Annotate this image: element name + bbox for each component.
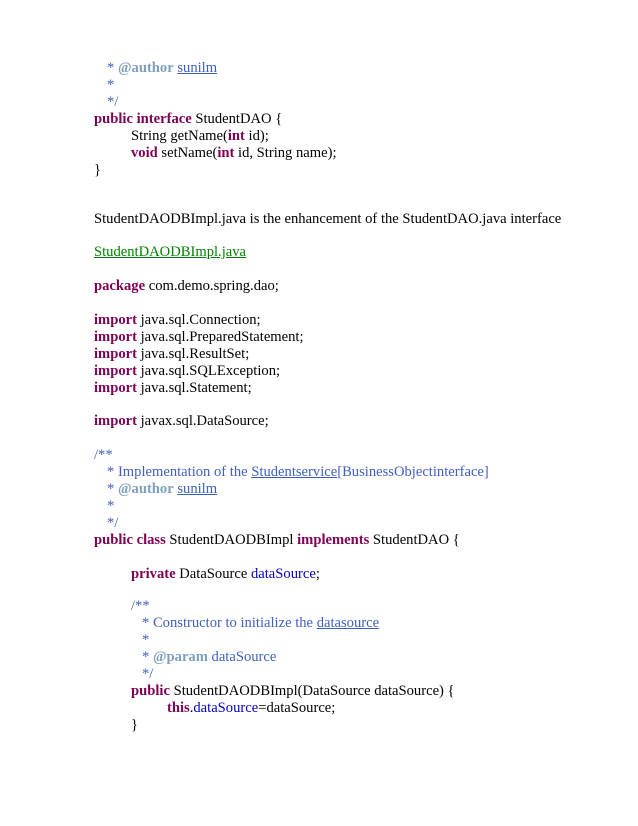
keyword: public [131,683,170,699]
import-name: java.sql.SQLException; [136,363,281,379]
closing-brace: } [131,717,139,733]
keyword: import [94,329,137,345]
keyword: this [167,700,190,716]
method-set-name [131,145,337,162]
comment-text: * Constructor to initialize the [142,615,317,631]
javadoc-open: /** [94,447,113,463]
javadoc-close: */ [107,94,119,110]
code-text: setName( [157,145,218,161]
keyword: public [94,532,133,548]
method-get-name [131,128,269,145]
comment-text: [BusinessObjectinterface] [337,464,489,480]
code-text: ; [315,566,320,582]
keyword: public [94,111,133,127]
file-link[interactable]: StudentDAODBImpl.java [94,244,247,260]
code-text: StudentDAODBImpl(DataSource dataSource) { [169,683,455,699]
import-statement [94,312,261,329]
package-name: com.demo.spring.dao; [145,278,279,294]
import-name: java.sql.PreparedStatement; [136,329,304,345]
package-statement [94,278,279,295]
field-name: dataSource [193,700,259,716]
code-text: id); [244,128,269,144]
comment-star: * [142,649,153,665]
import-statement [94,380,252,397]
javadoc-author-line [107,60,217,77]
javadoc-description [142,615,379,632]
keyword: import [94,363,137,379]
import-statement [94,363,280,380]
assignment-statement [167,700,335,717]
keyword: import [94,312,137,328]
keyword: int [227,128,245,144]
keyword: void [131,145,158,161]
import-statement [94,346,249,363]
description-text: StudentDAODBImpl.java is the enhancement of the StudentDAO.java interface [94,211,562,227]
javadoc-author-line [107,481,217,498]
interface-declaration [94,111,282,128]
class-name: StudentDAODBImpl [165,532,298,548]
javadoc-close: */ [107,515,119,531]
author-name: sunilm [177,60,218,76]
comment-star: * [107,481,118,497]
class-declaration [94,532,460,549]
javadoc-description [107,464,489,481]
javadoc-star-line: * [107,77,115,93]
javadoc-param-tag: @param [152,649,208,665]
import-name: javax.sql.DataSource; [136,413,269,429]
constructor-declaration [131,683,455,700]
code-text: StudentDAO { [369,532,460,548]
interface-name: StudentDAO { [195,111,283,127]
javadoc-close: */ [142,666,154,682]
keyword: private [131,566,176,582]
import-name: java.sql.Statement; [136,380,252,396]
import-name: java.sql.ResultSet; [136,346,250,362]
code-text: String getName( [131,128,228,144]
javadoc-star-line: * [142,632,150,648]
field-type: DataSource [175,566,251,582]
javadoc-param-line [142,649,276,666]
closing-brace: } [94,162,102,178]
field-declaration [131,566,320,583]
comment-text: * Implementation of the [107,464,252,480]
keyword: int [217,145,235,161]
keyword: implements [297,532,370,548]
author-name: sunilm [177,481,218,497]
keyword: class [136,532,166,548]
keyword: import [94,346,137,362]
comment-star: * [107,60,118,76]
code-text: =dataSource; [258,700,336,716]
javadoc-author-tag: @author [117,60,174,76]
keyword: package [94,278,146,294]
field-name: dataSource [250,566,316,582]
keyword: interface [136,111,192,127]
import-statement [94,413,269,430]
javadoc-star-line: * [107,498,115,514]
param-name: dataSource [207,649,277,665]
comment-link: datasource [316,615,380,631]
import-statement [94,329,304,346]
comment-link: Studentservice [251,464,338,480]
javadoc-author-tag: @author [117,481,174,497]
code-text: id, String name); [234,145,337,161]
keyword: import [94,380,137,396]
javadoc-open: /** [131,598,150,614]
import-name: java.sql.Connection; [136,312,261,328]
code-text: . [189,700,194,716]
keyword: import [94,413,137,429]
